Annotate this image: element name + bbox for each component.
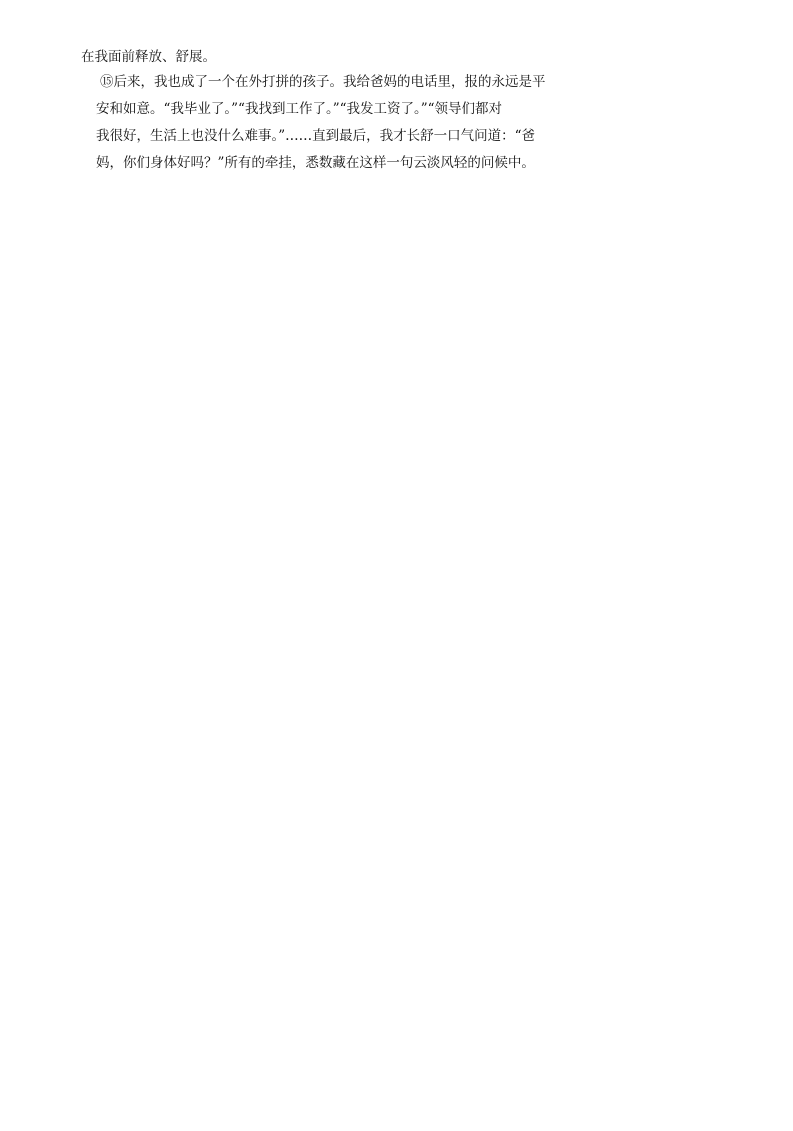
paragraph-15-line-1: ⑮后来，我也成了一个在外打拼的孩子。我给爸妈的电话里，报的永远是平 <box>100 74 546 90</box>
paragraph-15-line-2: 安和如意。“我毕业了。”“我找到工作了。”“我发工资了。”“领导们都对 <box>96 101 503 117</box>
paragraph-15-line-3: 我很好，生活上也没什么难事。”……直到最后，我才长舒一口气问道：“爸 <box>96 128 536 144</box>
paragraph-15-line-4: 妈，你们身体好吗？”所有的牵挂，悉数藏在这样一句云淡风轻的问候中。 <box>96 155 535 171</box>
paragraph-14-tail: 在我面前释放、舒展。 <box>81 49 216 65</box>
